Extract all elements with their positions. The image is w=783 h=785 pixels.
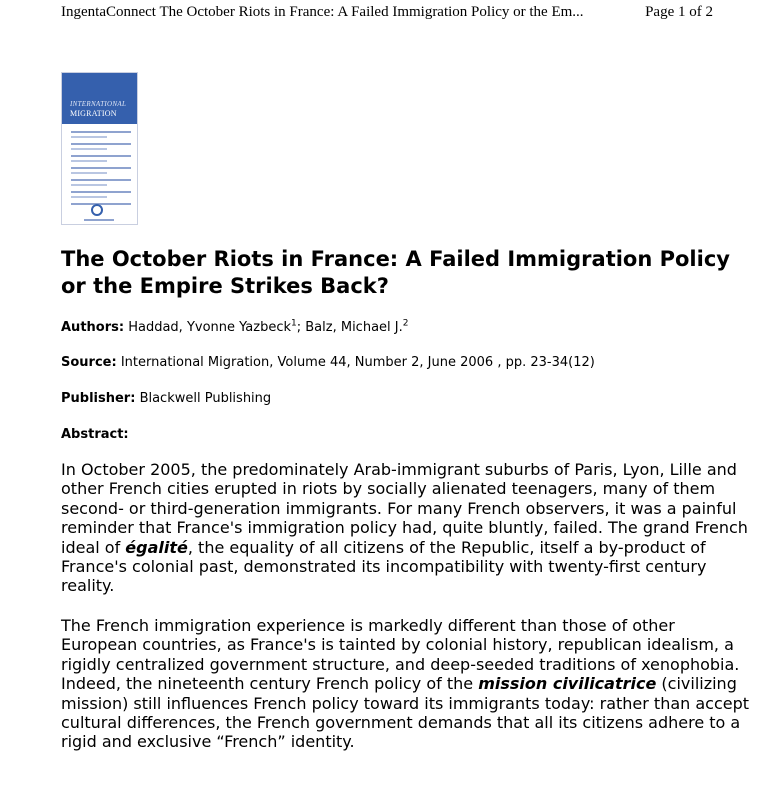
author-separator: ; [296, 320, 306, 335]
journal-cover-image [61, 72, 138, 225]
emphasis-term: égalité [125, 537, 188, 557]
author-affiliation-sup: 1 [291, 318, 297, 329]
author-link[interactable]: Haddad, Yvonne Yazbeck [128, 320, 292, 335]
abstract-label: Abstract: [61, 427, 129, 442]
abstract-heading [61, 426, 129, 443]
source-value: International Migration, Volume 44, Number 2, June 2006 , pp. 23-34(12) [120, 355, 595, 370]
author-link[interactable]: Balz, Michael J. [305, 320, 403, 335]
page-number: Page 1 of 2 [645, 4, 713, 20]
source-line [61, 354, 595, 371]
authors-label: Authors: [61, 320, 125, 335]
print-header [61, 2, 713, 24]
print-header-title: IngentaConnect The October Riots in France: A Failed Immigration Policy or the Em... [61, 4, 584, 20]
cover-title-line2: MIGRATION [70, 109, 117, 118]
abstract-text: In October 2005, the predominately Arab-immigrant suburbs of Paris, Lyon, Lille and other French cities erupted in riots by socially alienated teenagers, many of them second- or third-generation immigrants. For many French observers, it was a painful reminder that France's immigration policy had, quite bluntly, failed. The grand French ideal of [61, 460, 748, 557]
publisher-emblem-icon [91, 204, 103, 216]
abstract-text: , the equality of all citizens of the Republic, itself a by-product of France's colonial past, demonstrated its incompatibility with twenty-first century reality. [61, 537, 707, 596]
publisher-value: Blackwell Publishing [139, 391, 272, 406]
abstract-text: (civilizing mission) still influences French policy toward its immigrants today: rather than accept cultural differences, the French government demands that all its citizens adhere to a rigid and exclusive “French” identity. [61, 674, 750, 752]
publisher-label: Publisher: [61, 391, 136, 406]
article-title: The October Riots in France: A Failed Immigration Policy or the Empire Strikes Back? [61, 247, 730, 298]
authors-line [61, 319, 408, 336]
abstract-text: The French immigration experience is markedly different than those of other European countries, as France's is tainted by colonial history, republican idealism, a rigidly centralized government structure, and deep-seeded traditions of xenophobia. Indeed, the nineteenth century French policy of the [61, 616, 740, 694]
abstract-paragraph [61, 616, 751, 752]
author-affiliation-sup: 2 [402, 318, 409, 329]
cover-footer-line [84, 219, 114, 221]
publisher-line [61, 390, 271, 407]
source-label: Source: [61, 355, 117, 370]
abstract-paragraph [61, 460, 751, 596]
cover-contents-lines [71, 131, 131, 208]
cover-title-line1: INTERNATIONAL [70, 100, 127, 108]
emphasis-term: mission civilicatrice [478, 674, 657, 694]
